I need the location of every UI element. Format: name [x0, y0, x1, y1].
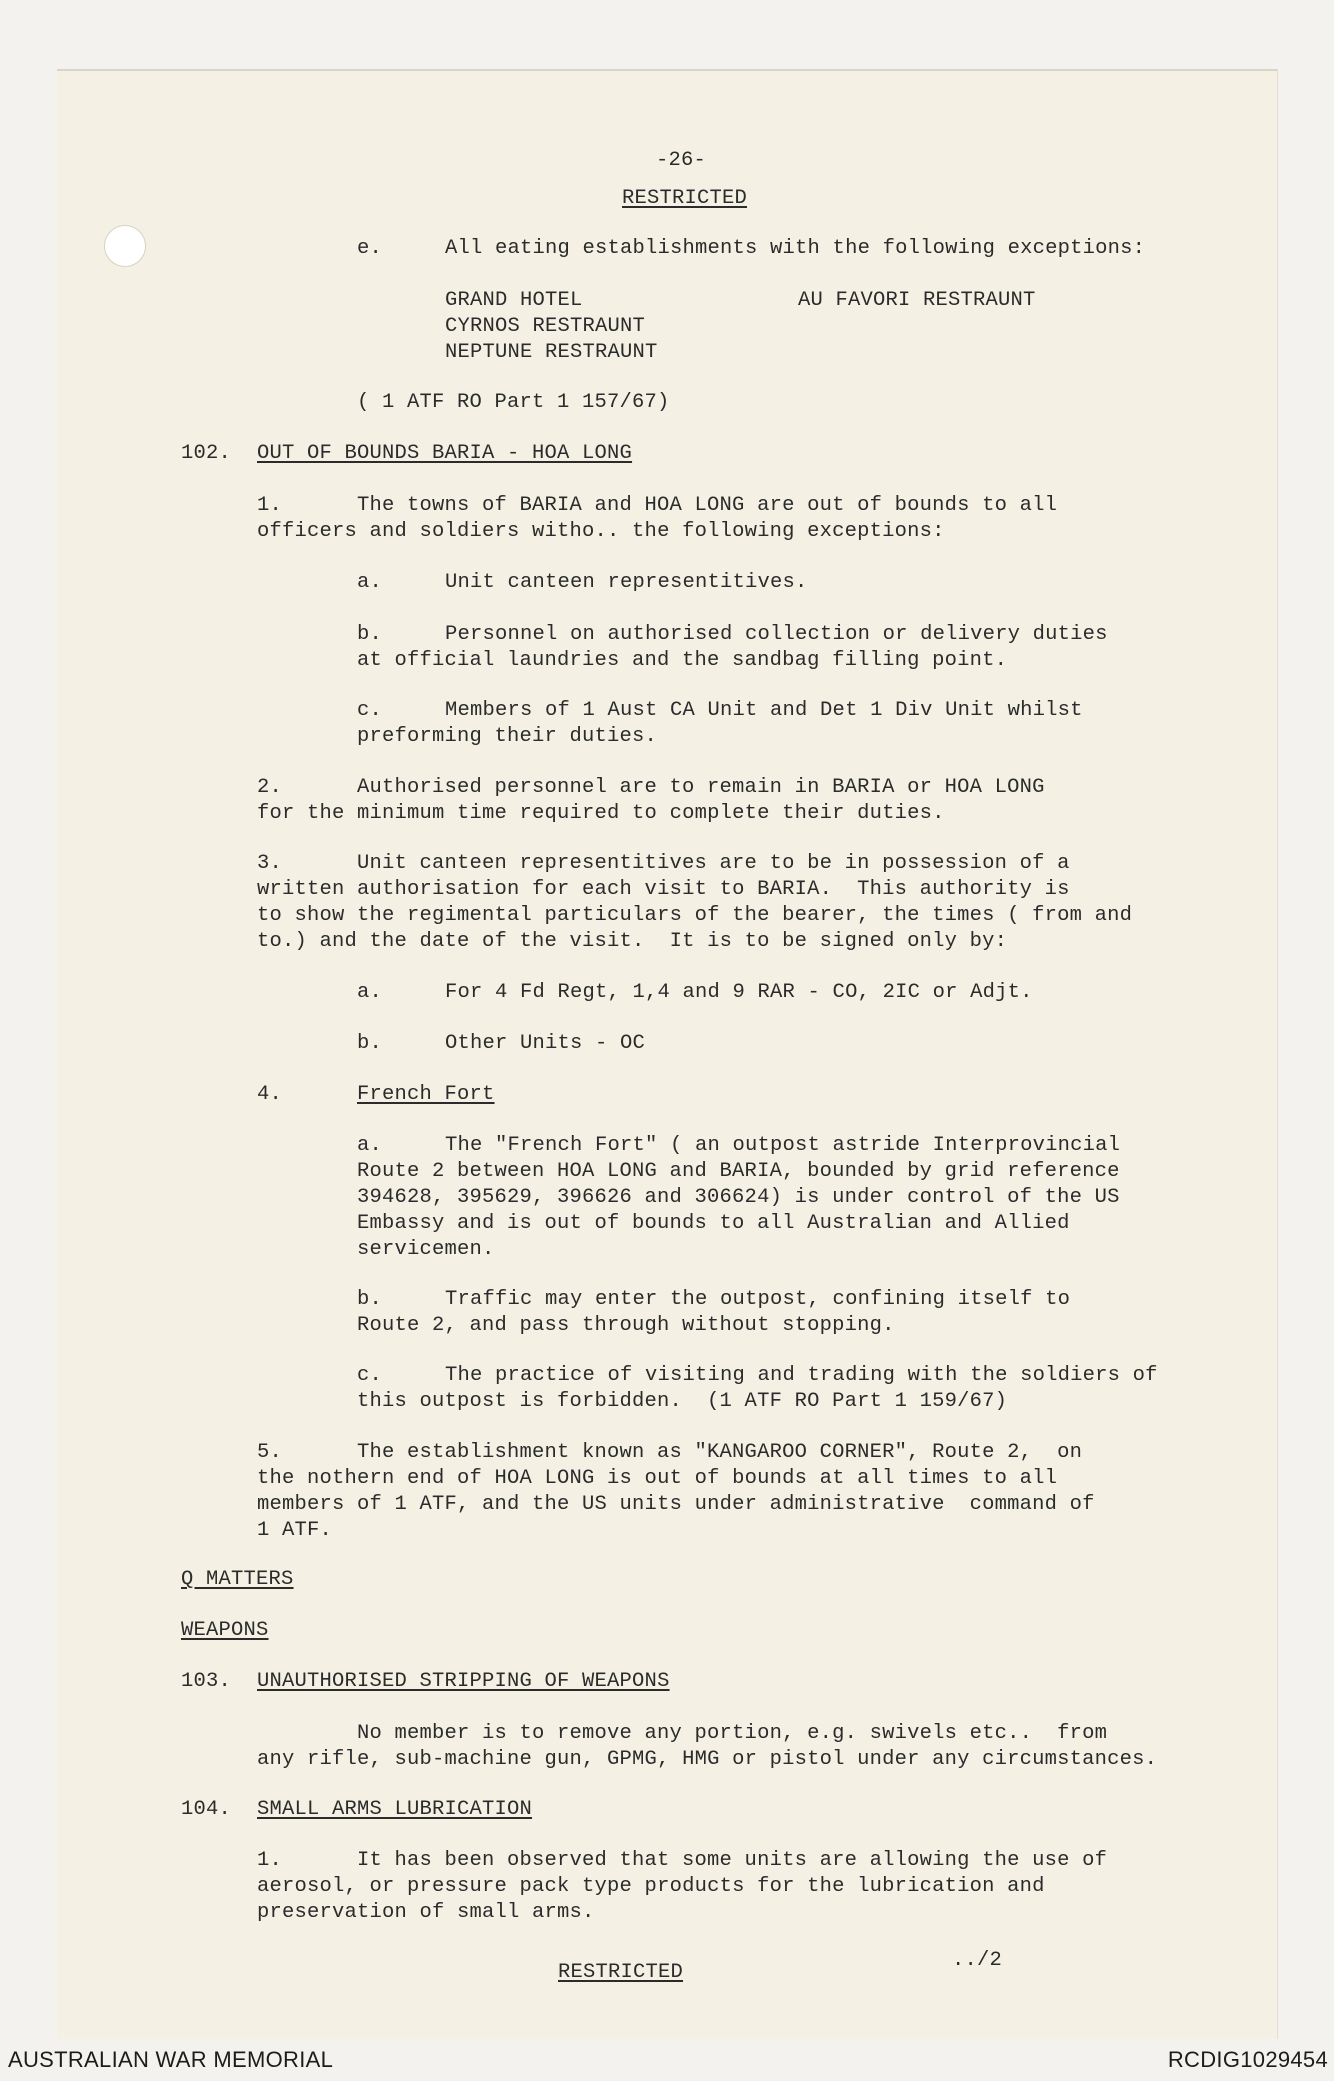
- footer-record-id: RCDIG1029454: [1167, 2047, 1328, 2072]
- subpara-line: preforming their duties.: [357, 725, 658, 748]
- subpara-line: Route 2, and pass through without stopping.: [357, 1314, 895, 1337]
- para-line: Authorised personnel are to remain in BARIA or HOA LONG: [357, 776, 1045, 799]
- para-4-title: French Fort: [357, 1083, 495, 1106]
- subpara-label: b.: [357, 623, 383, 646]
- footer-archive-name: AUSTRALIAN WAR MEMORIAL: [8, 2047, 334, 2072]
- subpara-label: c.: [357, 1364, 383, 1387]
- punch-hole: [104, 225, 146, 267]
- subpara-line: Traffic may enter the outpost, confining itself to: [445, 1288, 1071, 1311]
- section-103-number: 103.: [181, 1670, 232, 1693]
- classification-top: RESTRICTED: [622, 187, 748, 210]
- para-e-text: All eating establishments with the following exceptions:: [445, 237, 1146, 260]
- subpara-line: Personnel on authorised collection or delivery duties: [445, 623, 1108, 646]
- section-104-number: 104.: [181, 1798, 232, 1821]
- para-label: 1.: [257, 494, 283, 517]
- subpara-line: at official laundries and the sandbag filling point.: [357, 649, 1008, 672]
- exception-item: AU FAVORI RESTRAUNT: [798, 289, 1036, 312]
- para-line: to show the regimental particulars of the bearer, the times ( from and: [257, 904, 1133, 927]
- para-label: 4.: [257, 1083, 283, 1106]
- subpara-line: Route 2 between HOA LONG and BARIA, bounded by grid reference: [357, 1160, 1120, 1183]
- section-103-title: UNAUTHORISED STRIPPING OF WEAPONS: [257, 1670, 670, 1693]
- subpara-line: Other Units - OC: [445, 1032, 646, 1055]
- para-line: The establishment known as "KANGAROO CORNER", Route 2, on: [357, 1441, 1083, 1464]
- para-line: members of 1 ATF, and the US units under administrative command of: [257, 1493, 1095, 1516]
- subpara-line: The "French Fort" ( an outpost astride Interprovincial: [445, 1134, 1121, 1157]
- para-line: The towns of BARIA and HOA LONG are out of bounds to all: [357, 494, 1058, 517]
- para-line: Unit canteen representitives are to be in possession of a: [357, 852, 1070, 875]
- exception-item: NEPTUNE RESTRAUNT: [445, 341, 658, 364]
- para-label: 5.: [257, 1441, 283, 1464]
- subpara-label: a.: [357, 981, 383, 1004]
- heading-weapons: WEAPONS: [181, 1619, 269, 1642]
- para-line: No member is to remove any portion, e.g. swivels etc.. from: [357, 1722, 1108, 1745]
- subpara-label: a.: [357, 571, 383, 594]
- page-number: -26-: [656, 149, 707, 172]
- para-line: It has been observed that some units are allowing the use of: [357, 1849, 1108, 1872]
- subpara-label: b.: [357, 1288, 383, 1311]
- section-104-title: SMALL ARMS LUBRICATION: [257, 1798, 533, 1821]
- subpara-line: The practice of visiting and trading with the soldiers of: [445, 1364, 1158, 1387]
- para-e-reference: ( 1 ATF RO Part 1 157/67): [357, 391, 670, 414]
- para-line: to.) and the date of the visit. It is to be signed only by:: [257, 930, 1008, 953]
- subpara-label: c.: [357, 699, 383, 722]
- subpara-line: this outpost is forbidden. (1 ATF RO Part 1 159/67): [357, 1390, 1008, 1413]
- subpara-line: For 4 Fd Regt, 1,4 and 9 RAR - CO, 2IC or Adjt.: [445, 981, 1033, 1004]
- para-line: 1 ATF.: [257, 1519, 333, 1542]
- subpara-line: Unit canteen representitives.: [445, 571, 808, 594]
- classification-bottom: RESTRICTED: [558, 1961, 684, 1984]
- para-label: 2.: [257, 776, 283, 799]
- para-line: written authorisation for each visit to BARIA. This authority is: [257, 878, 1070, 901]
- para-line: aerosol, or pressure pack type products for the lubrication and: [257, 1875, 1045, 1898]
- subpara-label: a.: [357, 1134, 383, 1157]
- para-label: 3.: [257, 852, 283, 875]
- para-line: the nothern end of HOA LONG is out of bounds at all times to all: [257, 1467, 1058, 1490]
- subpara-line: 394628, 395629, 396626 and 306624) is under control of the US: [357, 1186, 1120, 1209]
- continuation-marker: ../2: [952, 1949, 1003, 1972]
- para-label: 1.: [257, 1849, 283, 1872]
- para-line: any rifle, sub-machine gun, GPMG, HMG or pistol under any circumstances.: [257, 1748, 1158, 1771]
- para-e-label: e.: [357, 237, 383, 260]
- section-102-title: OUT OF BOUNDS BARIA - HOA LONG: [257, 442, 633, 465]
- exception-item: GRAND HOTEL: [445, 289, 583, 312]
- para-line: for the minimum time required to complete their duties.: [257, 802, 945, 825]
- subpara-line: Embassy and is out of bounds to all Australian and Allied: [357, 1212, 1070, 1235]
- exception-item: CYRNOS RESTRAUNT: [445, 315, 646, 338]
- subpara-label: b.: [357, 1032, 383, 1055]
- para-line: preservation of small arms.: [257, 1901, 595, 1924]
- para-line: officers and soldiers witho.. the following exceptions:: [257, 520, 945, 543]
- subpara-line: servicemen.: [357, 1238, 495, 1261]
- subpara-line: Members of 1 Aust CA Unit and Det 1 Div Unit whilst: [445, 699, 1083, 722]
- heading-q-matters: Q MATTERS: [181, 1568, 294, 1591]
- section-102-number: 102.: [181, 442, 232, 465]
